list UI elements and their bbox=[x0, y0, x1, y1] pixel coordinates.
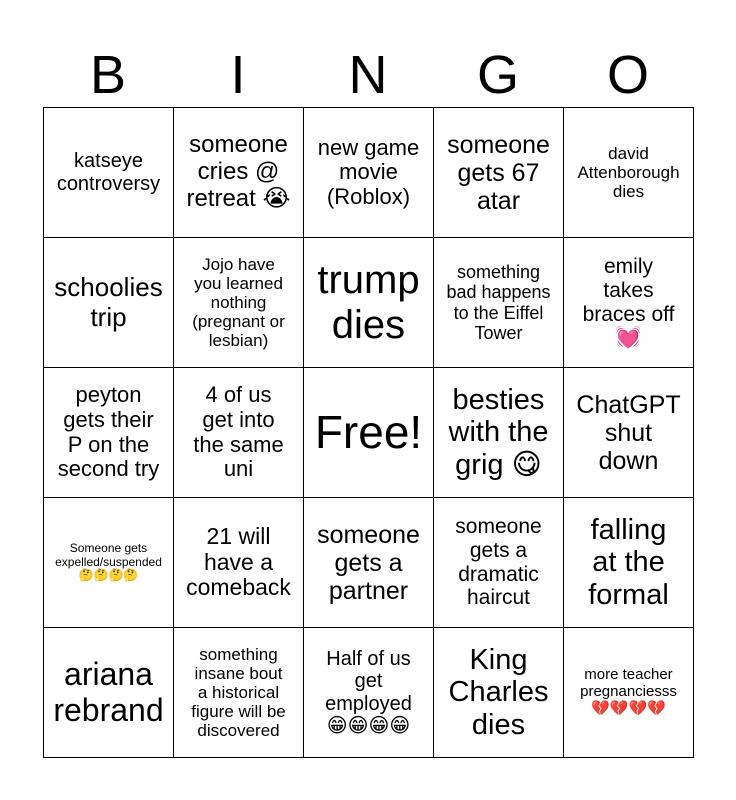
bingo-cell-text: someone gets a dramatic haircut bbox=[455, 515, 542, 610]
bingo-cell-r4-c1[interactable] bbox=[44, 498, 174, 628]
bingo-cell-text: ChatGPT shut down bbox=[576, 390, 681, 475]
bingo-cell-text: Jojo have you learned nothing (pregnant or lesbian) bbox=[192, 254, 285, 351]
bingo-cell-text: Free! bbox=[314, 405, 423, 458]
bingo-cell-text: someone gets a partner bbox=[317, 520, 420, 605]
bingo-cell-r2-c3[interactable] bbox=[304, 238, 434, 368]
bingo-cell-text: someone cries @ retreat 😭 bbox=[186, 131, 291, 212]
bingo-cell-text: 21 will have a comeback bbox=[186, 522, 291, 601]
header-letter-g: G bbox=[476, 45, 519, 105]
bingo-cell-text: something insane bout a historical figure will be discovered bbox=[191, 644, 286, 741]
bingo-cell-r5-c3[interactable] bbox=[304, 628, 434, 758]
bingo-cell-r5-c4[interactable] bbox=[434, 628, 564, 758]
bingo-cell-text: more teacher pregnanciesss 💔💔💔💔 bbox=[580, 666, 677, 717]
header-letter-i: I bbox=[230, 45, 246, 105]
bingo-cell-text: peyton gets their P on the second try bbox=[57, 382, 160, 482]
bingo-cell-r4-c4[interactable] bbox=[434, 498, 564, 628]
bingo-cell-r2-c4[interactable] bbox=[434, 238, 564, 368]
bingo-cell-text: someone gets 67 atar bbox=[447, 130, 550, 215]
header-letter-n: N bbox=[348, 45, 388, 105]
bingo-cell-text: falling at the formal bbox=[588, 513, 669, 611]
bingo-cell-r1-c5[interactable] bbox=[564, 108, 694, 238]
bingo-cell-text: trump dies bbox=[317, 257, 420, 347]
bingo-cell-r1-c1[interactable] bbox=[44, 108, 174, 238]
bingo-cell-r5-c1[interactable] bbox=[44, 628, 174, 758]
bingo-cell-r2-c2[interactable] bbox=[174, 238, 304, 368]
bingo-cell-text: besties with the grig 😋 bbox=[448, 383, 549, 481]
bingo-header bbox=[43, 42, 693, 108]
header-letter-b: B bbox=[89, 45, 127, 105]
bingo-cell-r4-c5[interactable] bbox=[564, 498, 694, 628]
bingo-cell-text: david Attenborough dies bbox=[577, 143, 680, 202]
bingo-cell-r3-c4[interactable] bbox=[434, 368, 564, 498]
bingo-cell-r2-c1[interactable] bbox=[44, 238, 174, 368]
bingo-cell-text: King Charles dies bbox=[448, 643, 549, 741]
bingo-card-grid bbox=[43, 107, 694, 758]
bingo-cell-r3-c3[interactable] bbox=[304, 368, 434, 498]
bingo-cell-r4-c2[interactable] bbox=[174, 498, 304, 628]
bingo-cell-text: something bad happens to the Eiffel Tower bbox=[446, 262, 551, 343]
bingo-cell-text: Half of us get employed 😁😁😁😁 bbox=[325, 647, 412, 737]
bingo-cell-r3-c2[interactable] bbox=[174, 368, 304, 498]
bingo-cell-r1-c4[interactable] bbox=[434, 108, 564, 238]
bingo-cell-text: new game movie (Roblox) bbox=[317, 134, 420, 209]
bingo-cell-text: ariana rebrand bbox=[53, 655, 164, 728]
bingo-cell-text: katseye controversy bbox=[56, 150, 161, 195]
bingo-cell-r3-c5[interactable] bbox=[564, 368, 694, 498]
bingo-cell-text: emily takes braces off 💓 bbox=[582, 255, 675, 350]
bingo-cell-r5-c5[interactable] bbox=[564, 628, 694, 758]
bingo-cell-text: Someone gets expelled/suspended 🤔🤔🤔🤔 bbox=[55, 541, 162, 583]
bingo-cell-r4-c3[interactable] bbox=[304, 498, 434, 628]
bingo-cell-r2-c5[interactable] bbox=[564, 238, 694, 368]
header-letter-o: O bbox=[606, 45, 649, 105]
bingo-cell-r1-c2[interactable] bbox=[174, 108, 304, 238]
bingo-cell-r5-c2[interactable] bbox=[174, 628, 304, 758]
bingo-cell-text: schoolies trip bbox=[54, 272, 163, 332]
bingo-cell-r3-c1[interactable] bbox=[44, 368, 174, 498]
bingo-cell-r1-c3[interactable] bbox=[304, 108, 434, 238]
bingo-cell-text: 4 of us get into the same uni bbox=[193, 382, 284, 482]
